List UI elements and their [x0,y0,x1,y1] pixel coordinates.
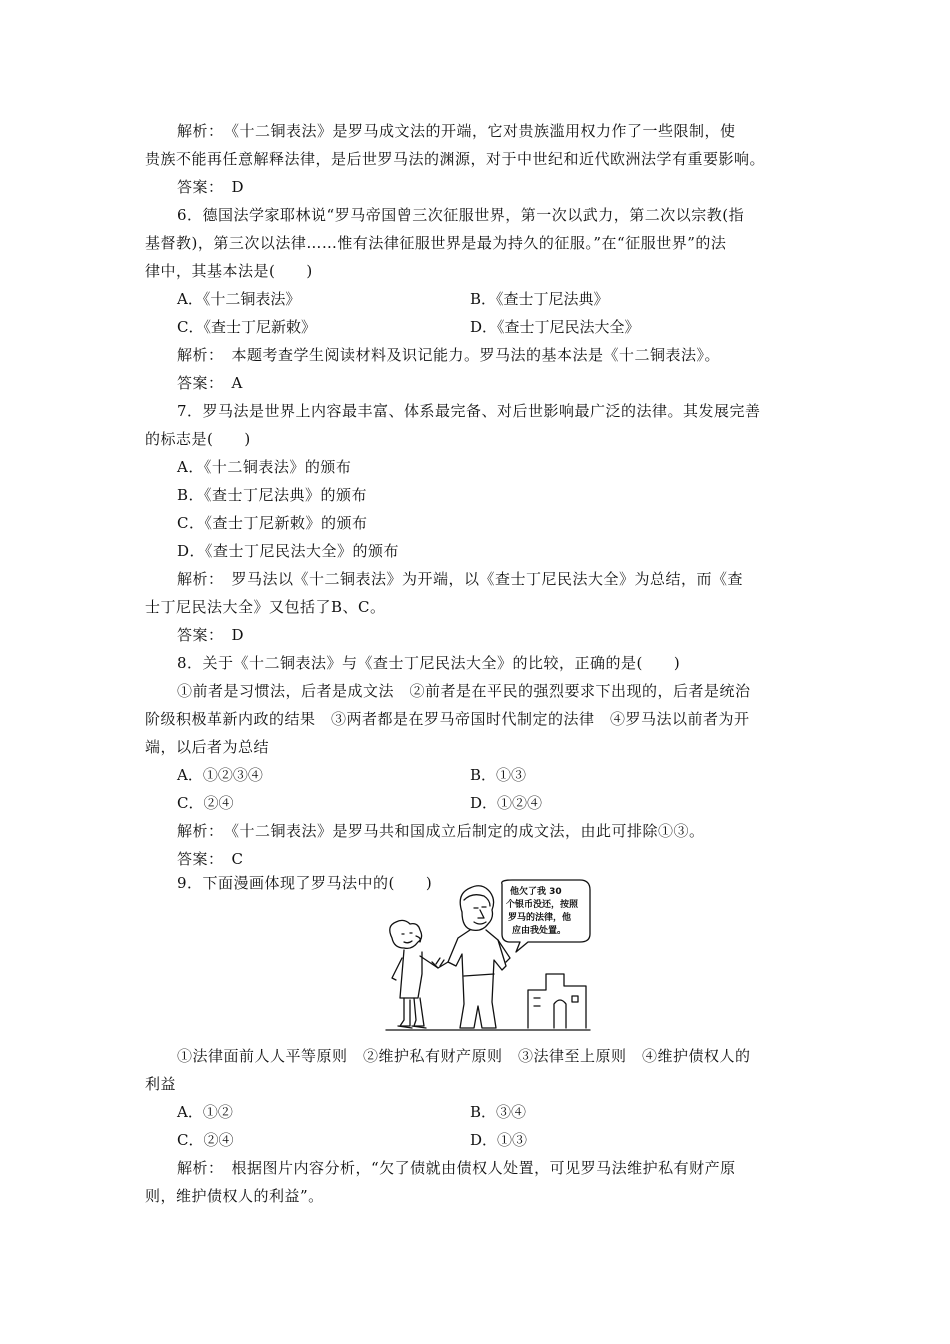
q7-option-a: A．《十二铜表法》的颁布 [177,458,352,476]
q9-statements-line-2: 利益 [145,1075,177,1093]
q6-option-c: C．《查士丁尼新敕》 [177,318,316,336]
q6-stem-line-1: 6．德国法学家耶林说“罗马帝国曾三次征服世界，第一次以武力，第二次以宗教(指 [177,206,745,224]
q9-option-c: C．②④ [177,1131,234,1149]
speech-bubble-line-3: 罗马的法律，他 [508,913,572,923]
q6-option-d: D．《查士丁尼民法大全》 [470,318,640,336]
q8-option-a: A．①②③④ [177,766,263,784]
roman-law-cartoon [378,878,596,1036]
q7-stem-line-2: 的标志是( ) [145,430,251,448]
speech-bubble-line-1: 他欠了我 30 [510,887,562,897]
q7-option-c: C．《查士丁尼新敕》的颁布 [177,514,368,532]
q6-answer: 答案： A [177,374,243,392]
q8-analysis: 解析： 《十二铜表法》是罗马共和国成立后制定的成文法，由此可排除①③。 [177,822,705,840]
q9-stem: 9．下面漫画体现了罗马法中的( ) [177,874,433,892]
q8-stem: 8．关于《十二铜表法》与《查士丁尼民法大全》的比较，正确的是( ) [177,654,681,672]
q8-option-c: C．②④ [177,794,234,812]
q8-statements-line-2: 阶级积极革新内政的结果 ③两者都是在罗马帝国时代制定的法律 ④罗马法以前者为开 [145,710,750,728]
q9-analysis-line-1: 解析： 根据图片内容分析，“欠了债就由债权人处置，可见罗马法维护私有财产原 [177,1159,736,1177]
cartoon-illustration [378,878,596,1036]
q6-stem-line-2: 基督教)，第三次以法律……惟有法律征服世界是最为持久的征服。”在“征服世界”的法 [145,234,727,252]
q5-analysis-line-2: 贵族不能再任意解释法律，是后世罗马法的渊源，对于中世纪和近代欧洲法学有重要影响。 [145,150,766,168]
q9-option-d: D．①③ [470,1131,528,1149]
q9-statements-line-1: ①法律面前人人平等原则 ②维护私有财产原则 ③法律至上原则 ④维护债权人的 [177,1047,751,1065]
q6-stem-line-3: 律中，其基本法是( ) [145,262,313,280]
q5-analysis-line-1: 解析： 《十二铜表法》是罗马成文法的开端，它对贵族滥用权力作了一些限制，使 [177,122,736,140]
q7-analysis-line-2: 士丁尼民法大全》又包括了B、C。 [145,598,386,616]
q8-statements-line-1: ①前者是习惯法，后者是成文法 ②前者是在平民的强烈要求下出现的，后者是统治 [177,682,751,700]
q9-option-b: B．③④ [470,1103,527,1121]
q9-option-a: A．①② [177,1103,233,1121]
q7-stem-line-1: 7．罗马法是世界上内容最丰富、体系最完备、对后世影响最广泛的法律。其发展完善 [177,402,761,420]
q7-analysis-line-1: 解析： 罗马法以《十二铜表法》为开端，以《查士丁尼民法大全》为总结，而《查 [177,570,744,588]
q8-answer: 答案： C [177,850,244,868]
q7-option-d: D．《查士丁尼民法大全》的颁布 [177,542,400,560]
speech-bubble-line-2: 个银币没还，按照 [506,900,579,910]
q8-option-d: D．①②④ [470,794,543,812]
q8-statements-line-3: 端，以后者为总结 [145,738,270,756]
q8-option-b: B．①③ [470,766,527,784]
q5-answer: 答案： D [177,178,245,196]
q9-analysis-line-2: 则，维护债权人的利益”。 [145,1187,324,1205]
q6-analysis: 解析： 本题考查学生阅读材料及识记能力。罗马法的基本法是《十二铜表法》。 [177,346,721,364]
speech-bubble-line-4: 应由我处置。 [512,926,567,936]
q6-option-b: B．《查士丁尼法典》 [470,290,609,308]
q6-option-a: A．《十二铜表法》 [177,290,301,308]
q7-option-b: B．《查士丁尼法典》的颁布 [177,486,368,504]
q7-answer: 答案： D [177,626,245,644]
